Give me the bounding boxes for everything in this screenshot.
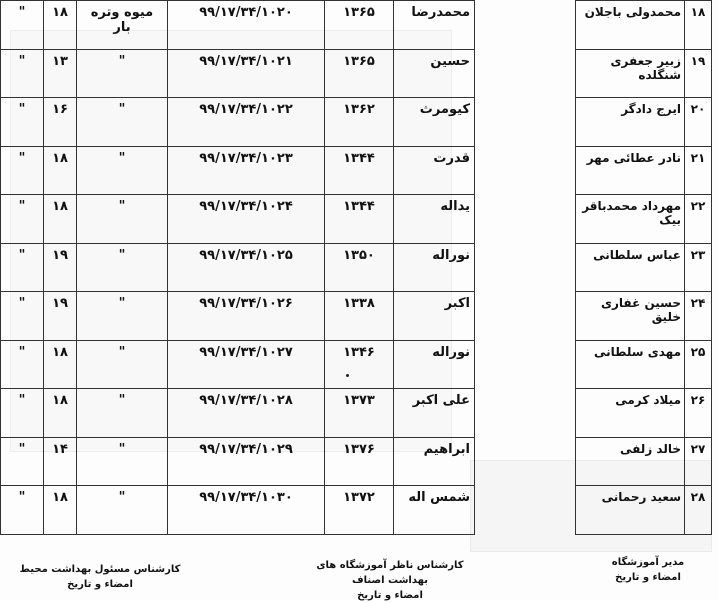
row-number: ۲۳ bbox=[685, 243, 712, 292]
signature-environmental-health bbox=[15, 562, 185, 592]
birth-year: ۱۳۳۸ bbox=[325, 292, 394, 341]
certificate-number: ۹۹/۱۷/۳۴/۱۰۲۲ bbox=[168, 98, 325, 147]
ditto-mark: " bbox=[1, 389, 44, 438]
score: ۱۹ bbox=[44, 292, 77, 341]
signature-supervisor bbox=[300, 558, 480, 603]
row-number: ۲۵ bbox=[685, 340, 712, 389]
birth-year: ۱۳۵۰ bbox=[325, 243, 394, 292]
job-title: " bbox=[77, 437, 168, 486]
father-name: حسین bbox=[394, 49, 475, 98]
ditto-mark: " bbox=[1, 146, 44, 195]
score: ۱۸ bbox=[44, 389, 77, 438]
table-row bbox=[1, 98, 475, 147]
table-row bbox=[1, 49, 475, 98]
row-number: ۲۱ bbox=[685, 146, 712, 195]
signature-subtitle: امضاء و تاریخ bbox=[357, 590, 423, 601]
signature-title: مدیر آموزشگاه bbox=[611, 557, 685, 568]
birth-year: ۱۳۴۶ bbox=[325, 340, 394, 389]
birth-year: ۱۳۶۵ bbox=[325, 49, 394, 98]
row-number: ۲۰ bbox=[685, 98, 712, 147]
ditto-mark: " bbox=[1, 1, 44, 50]
score: ۱۸ bbox=[44, 340, 77, 389]
table-row bbox=[576, 195, 712, 244]
ditto-mark: " bbox=[1, 98, 44, 147]
job-title: " bbox=[77, 243, 168, 292]
score: ۱۸ bbox=[44, 195, 77, 244]
row-number: ۲۶ bbox=[685, 389, 712, 438]
table-row bbox=[576, 146, 712, 195]
table-row bbox=[576, 49, 712, 98]
signature-subtitle: امضاء و تاریخ bbox=[615, 572, 681, 583]
score: ۱۳ bbox=[44, 49, 77, 98]
birth-year: ۱۳۶۲ bbox=[325, 98, 394, 147]
birth-year: ۱۳۴۴ bbox=[325, 146, 394, 195]
job-title: میوه وتره بار bbox=[77, 1, 168, 50]
certificate-number: ۹۹/۱۷/۳۴/۱۰۲۷ bbox=[168, 340, 325, 389]
signature-school-manager bbox=[598, 555, 698, 585]
ditto-mark: " bbox=[1, 243, 44, 292]
person-name: عباس سلطانی bbox=[576, 243, 685, 292]
certificate-number: ۹۹/۱۷/۳۴/۱۰۲۰ bbox=[168, 1, 325, 50]
father-name: نوراله bbox=[394, 243, 475, 292]
signature-title: کارشناس ناظر آموزشگاه های بهداشت اصناف bbox=[316, 560, 464, 586]
father-name: نوراله bbox=[394, 340, 475, 389]
row-number: ۱۸ bbox=[685, 1, 712, 50]
certificate-number: ۹۹/۱۷/۳۴/۱۰۲۹ bbox=[168, 437, 325, 486]
ditto-mark: " bbox=[1, 486, 44, 535]
certificate-number: ۹۹/۱۷/۳۴/۱۰۲۱ bbox=[168, 49, 325, 98]
birth-year: ۱۳۷۶ bbox=[325, 437, 394, 486]
table-row bbox=[576, 340, 712, 389]
table-row bbox=[1, 437, 475, 486]
job-title: " bbox=[77, 389, 168, 438]
ditto-mark: " bbox=[1, 195, 44, 244]
person-name: محمدولی باجلان bbox=[576, 1, 685, 50]
certificate-number: ۹۹/۱۷/۳۴/۱۰۲۵ bbox=[168, 243, 325, 292]
person-name: مهرداد محمدباقر بیک bbox=[576, 195, 685, 244]
job-title: " bbox=[77, 340, 168, 389]
table-row bbox=[1, 243, 475, 292]
ditto-mark: " bbox=[1, 340, 44, 389]
father-name: اکبر bbox=[394, 292, 475, 341]
certificate-number: ۹۹/۱۷/۳۴/۱۰۲۶ bbox=[168, 292, 325, 341]
ditto-mark: " bbox=[1, 292, 44, 341]
father-name: ابراهیم bbox=[394, 437, 475, 486]
score: ۱۸ bbox=[44, 146, 77, 195]
table-row bbox=[576, 243, 712, 292]
table-row bbox=[576, 1, 712, 50]
ink-speck bbox=[346, 374, 349, 377]
table-row bbox=[1, 1, 475, 50]
row-number: ۲۷ bbox=[685, 437, 712, 486]
score: ۱۶ bbox=[44, 98, 77, 147]
birth-year: ۱۳۴۴ bbox=[325, 195, 394, 244]
person-name: سعید رحمانی bbox=[576, 486, 685, 535]
table-row bbox=[1, 146, 475, 195]
table-row bbox=[576, 98, 712, 147]
ditto-mark: " bbox=[1, 49, 44, 98]
table-row bbox=[1, 292, 475, 341]
father-name: علی اکبر bbox=[394, 389, 475, 438]
certificate-number: ۹۹/۱۷/۳۴/۱۰۳۰ bbox=[168, 486, 325, 535]
score: ۱۹ bbox=[44, 243, 77, 292]
job-title: " bbox=[77, 486, 168, 535]
father-name: یداله bbox=[394, 195, 475, 244]
father-name: کیومرث bbox=[394, 98, 475, 147]
job-title: " bbox=[77, 146, 168, 195]
person-name: خالد زلفی bbox=[576, 437, 685, 486]
certificate-number: ۹۹/۱۷/۳۴/۱۰۲۳ bbox=[168, 146, 325, 195]
job-title: " bbox=[77, 49, 168, 98]
table-row bbox=[1, 340, 475, 389]
signature-subtitle: امضاء و تاریخ bbox=[67, 579, 133, 590]
birth-year: ۱۳۷۳ bbox=[325, 389, 394, 438]
names-table bbox=[575, 0, 712, 535]
father-name: قدرت bbox=[394, 146, 475, 195]
row-number: ۲۴ bbox=[685, 292, 712, 341]
score: ۱۸ bbox=[44, 486, 77, 535]
certificate-number: ۹۹/۱۷/۳۴/۱۰۲۸ bbox=[168, 389, 325, 438]
table-row bbox=[1, 195, 475, 244]
table-row bbox=[1, 486, 475, 535]
certificate-number: ۹۹/۱۷/۳۴/۱۰۲۴ bbox=[168, 195, 325, 244]
table-row bbox=[576, 389, 712, 438]
person-name: میلاد کرمی bbox=[576, 389, 685, 438]
person-name: زبیر جعفری شنگلده bbox=[576, 49, 685, 98]
score: ۱۴ bbox=[44, 437, 77, 486]
row-number: ۲۸ bbox=[685, 486, 712, 535]
row-number: ۲۲ bbox=[685, 195, 712, 244]
table-row bbox=[576, 486, 712, 535]
signature-title: کارشناس مسئول بهداشت محیط bbox=[19, 564, 181, 575]
job-title: " bbox=[77, 195, 168, 244]
person-name: حسین غفاری خلیق bbox=[576, 292, 685, 341]
person-name: نادر عطائی مهر bbox=[576, 146, 685, 195]
father-name: محمدرضا bbox=[394, 1, 475, 50]
row-number: ۱۹ bbox=[685, 49, 712, 98]
table-row bbox=[576, 292, 712, 341]
person-name: مهدی سلطانی bbox=[576, 340, 685, 389]
birth-year: ۱۳۷۲ bbox=[325, 486, 394, 535]
table-row bbox=[576, 437, 712, 486]
birth-year: ۱۳۶۵ bbox=[325, 1, 394, 50]
job-title: " bbox=[77, 292, 168, 341]
ditto-mark: " bbox=[1, 437, 44, 486]
job-title: " bbox=[77, 98, 168, 147]
table-row bbox=[1, 389, 475, 438]
father-name: شمس اله bbox=[394, 486, 475, 535]
person-name: ایرج دادگر bbox=[576, 98, 685, 147]
score: ۱۸ bbox=[44, 1, 77, 50]
